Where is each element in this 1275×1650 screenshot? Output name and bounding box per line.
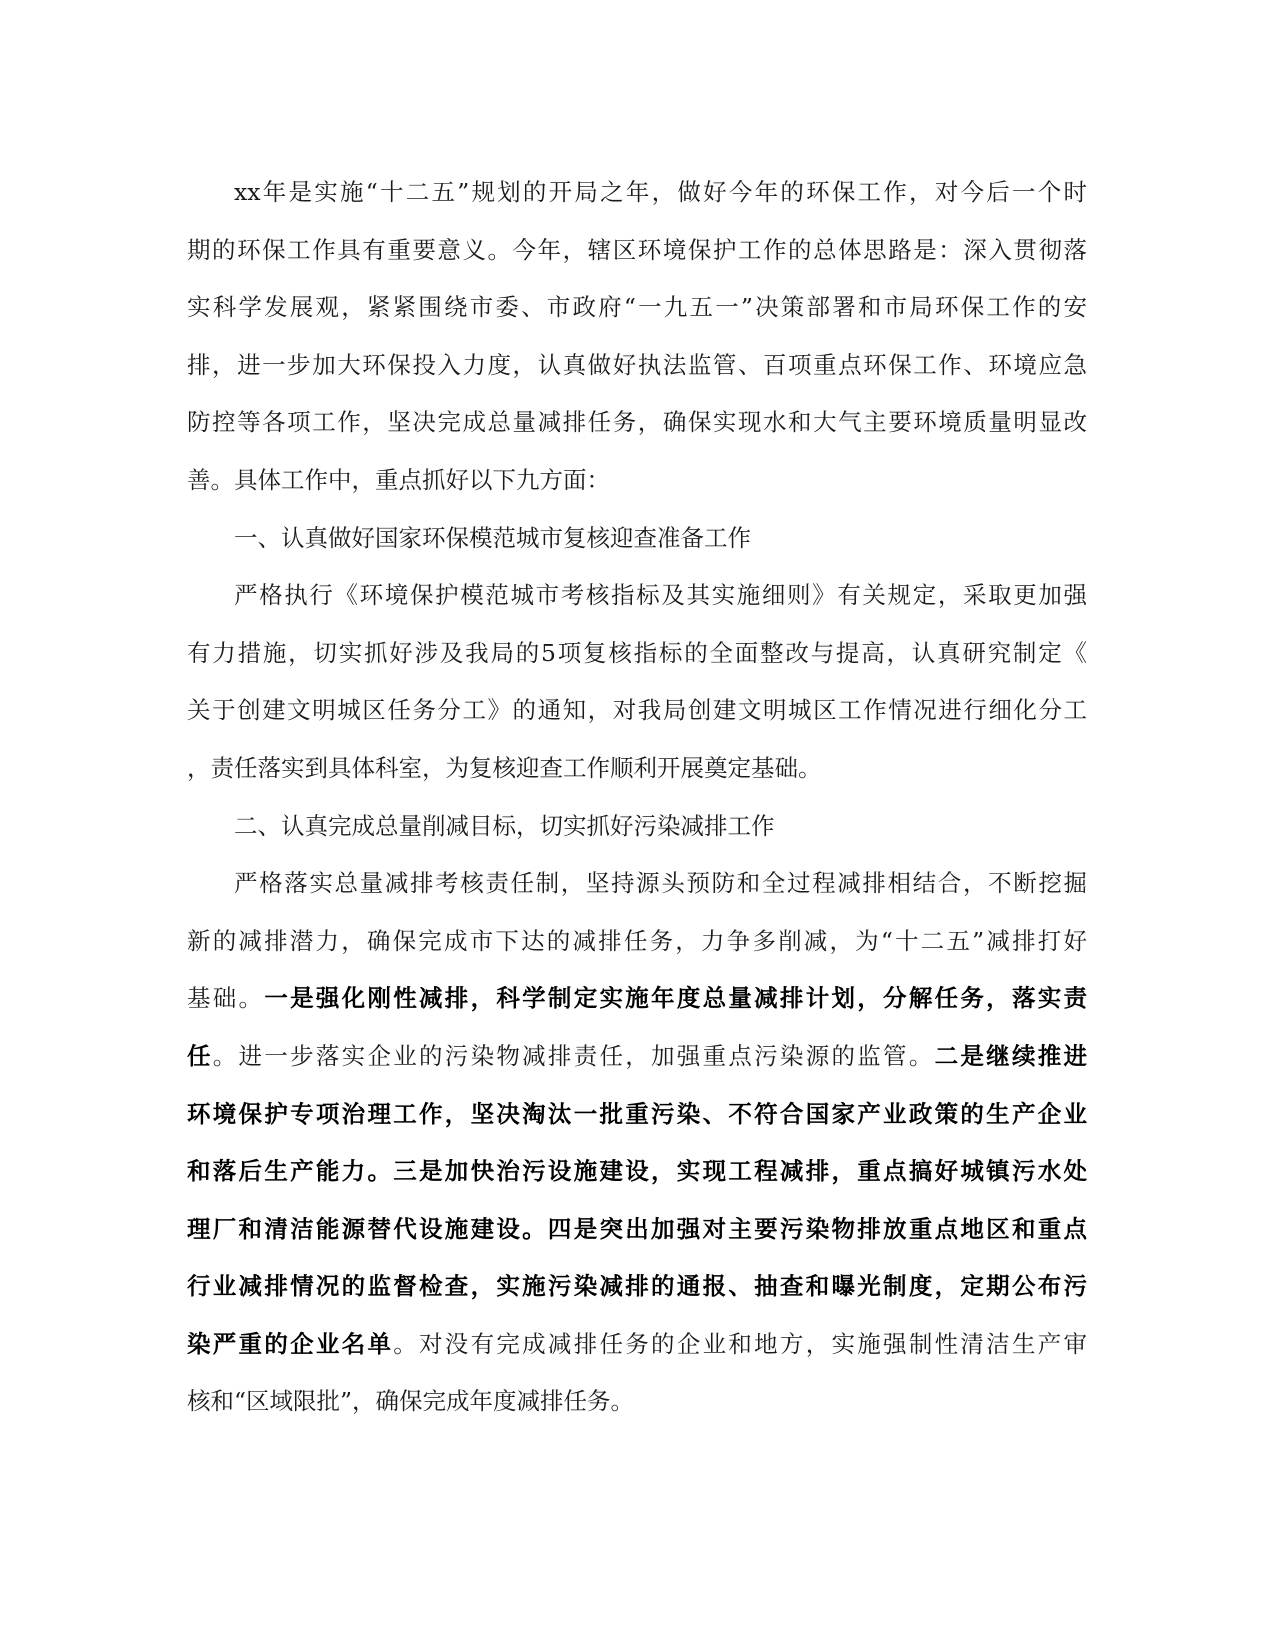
text-line: [187, 740, 1087, 798]
bold-text-run: 行业减排情况的监督检查，实施污染减排的通报、抽查和曝光制度，定期公布污: [187, 1272, 1087, 1301]
text-line: [187, 913, 1087, 971]
text-line: [187, 337, 1087, 395]
document-body: [187, 164, 1087, 1431]
text-line: [187, 1201, 1087, 1259]
text-run: 核和“区域限批”，确保完成年度减排任务。: [187, 1387, 635, 1416]
text-line: [187, 394, 1087, 452]
bold-text-run: 染严重的企业名单: [187, 1329, 394, 1358]
paragraph-section-2-body: [187, 855, 1087, 1431]
text-run: 严格落实总量减排考核责任制，坚持源头预防和全过程减排相结合，不断挖掘: [234, 869, 1087, 898]
text-line: [187, 855, 1087, 913]
text-line: [187, 1086, 1087, 1144]
text-run: 基础。: [187, 984, 265, 1013]
text-run: 二、认真完成总量削减目标，切实抓好污染减排工作: [234, 811, 775, 840]
paragraph-intro: [187, 164, 1087, 510]
text-line: [187, 625, 1087, 683]
text-line: [187, 1028, 1087, 1086]
text-line: [187, 970, 1087, 1028]
text-line: [187, 1316, 1087, 1374]
text-line: [187, 279, 1087, 337]
bold-text-run: 二是继续推进: [934, 1041, 1088, 1070]
text-run: 新的减排潜力，确保完成市下达的减排任务，力争多削减，为“十二五”减排打好: [187, 926, 1087, 955]
text-run: xx年是实施“十二五”规划的开局之年，做好今年的环保工作，对今后一个时: [234, 178, 1087, 206]
text-line: [187, 1143, 1087, 1201]
text-line: [187, 510, 1087, 568]
text-line: [187, 222, 1087, 280]
text-run: 一、认真做好国家环保模范城市复核迎查准备工作: [234, 523, 751, 552]
text-run: 实科学发展观，紧紧围绕市委、市政府“一九五一”决策部署和市局环保工作的安: [187, 293, 1087, 322]
text-line: [187, 164, 1087, 222]
bold-text-run: 一是强化刚性减排，科学制定实施年度总量减排计划，分解任务，落实责: [264, 984, 1088, 1013]
text-run: 严格执行《环境保护模范城市考核指标及其实施细则》有关规定，采取更加强: [234, 581, 1087, 610]
text-line: [187, 1258, 1087, 1316]
text-run: ，责任落实到具体科室，为复核迎查工作顺利开展奠定基础。: [187, 753, 822, 782]
text-line: [187, 567, 1087, 625]
text-line: [187, 682, 1087, 740]
text-run: 善。具体工作中，重点抓好以下九方面：: [187, 465, 610, 494]
bold-text-run: 和落后生产能力。三是加快治污设施建设，实现工程减排，重点搞好城镇污水处: [187, 1157, 1087, 1186]
text-run: 有力措施，切实抓好涉及我局的5项复核指标的全面整改与提高，认真研究制定《: [187, 638, 1087, 667]
bold-text-run: 任: [187, 1041, 213, 1070]
paragraph-heading-1: [187, 510, 1087, 568]
text-line: [187, 1373, 1087, 1431]
bold-text-run: 环境保护专项治理工作，坚决淘汰一批重污染、不符合国家产业政策的生产企业: [187, 1099, 1087, 1128]
text-run: 。对没有完成减排任务的企业和地方，实施强制性清洁生产审: [393, 1329, 1088, 1358]
text-run: 排，进一步加大环保投入力度，认真做好执法监管、百项重点环保工作、环境应急: [187, 350, 1087, 379]
text-line: [187, 452, 1087, 510]
bold-text-run: 理厂和清洁能源替代设施建设。四是突出加强对主要污染物排放重点地区和重点: [187, 1214, 1087, 1243]
text-line: [187, 798, 1087, 856]
text-run: 防控等各项工作，坚决完成总量减排任务，确保实现水和大气主要环境质量明显改: [187, 408, 1087, 437]
text-run: 期的环保工作具有重要意义。今年，辖区环境保护工作的总体思路是：深入贯彻落: [187, 235, 1087, 264]
paragraph-section-1-body: [187, 567, 1087, 797]
text-run: 关于创建文明城区任务分工》的通知，对我局创建文明城区工作情况进行细化分工: [187, 696, 1087, 725]
text-run: 。进一步落实企业的污染物减排责任，加强重点污染源的监管。: [212, 1041, 935, 1070]
paragraph-heading-2: [187, 798, 1087, 856]
